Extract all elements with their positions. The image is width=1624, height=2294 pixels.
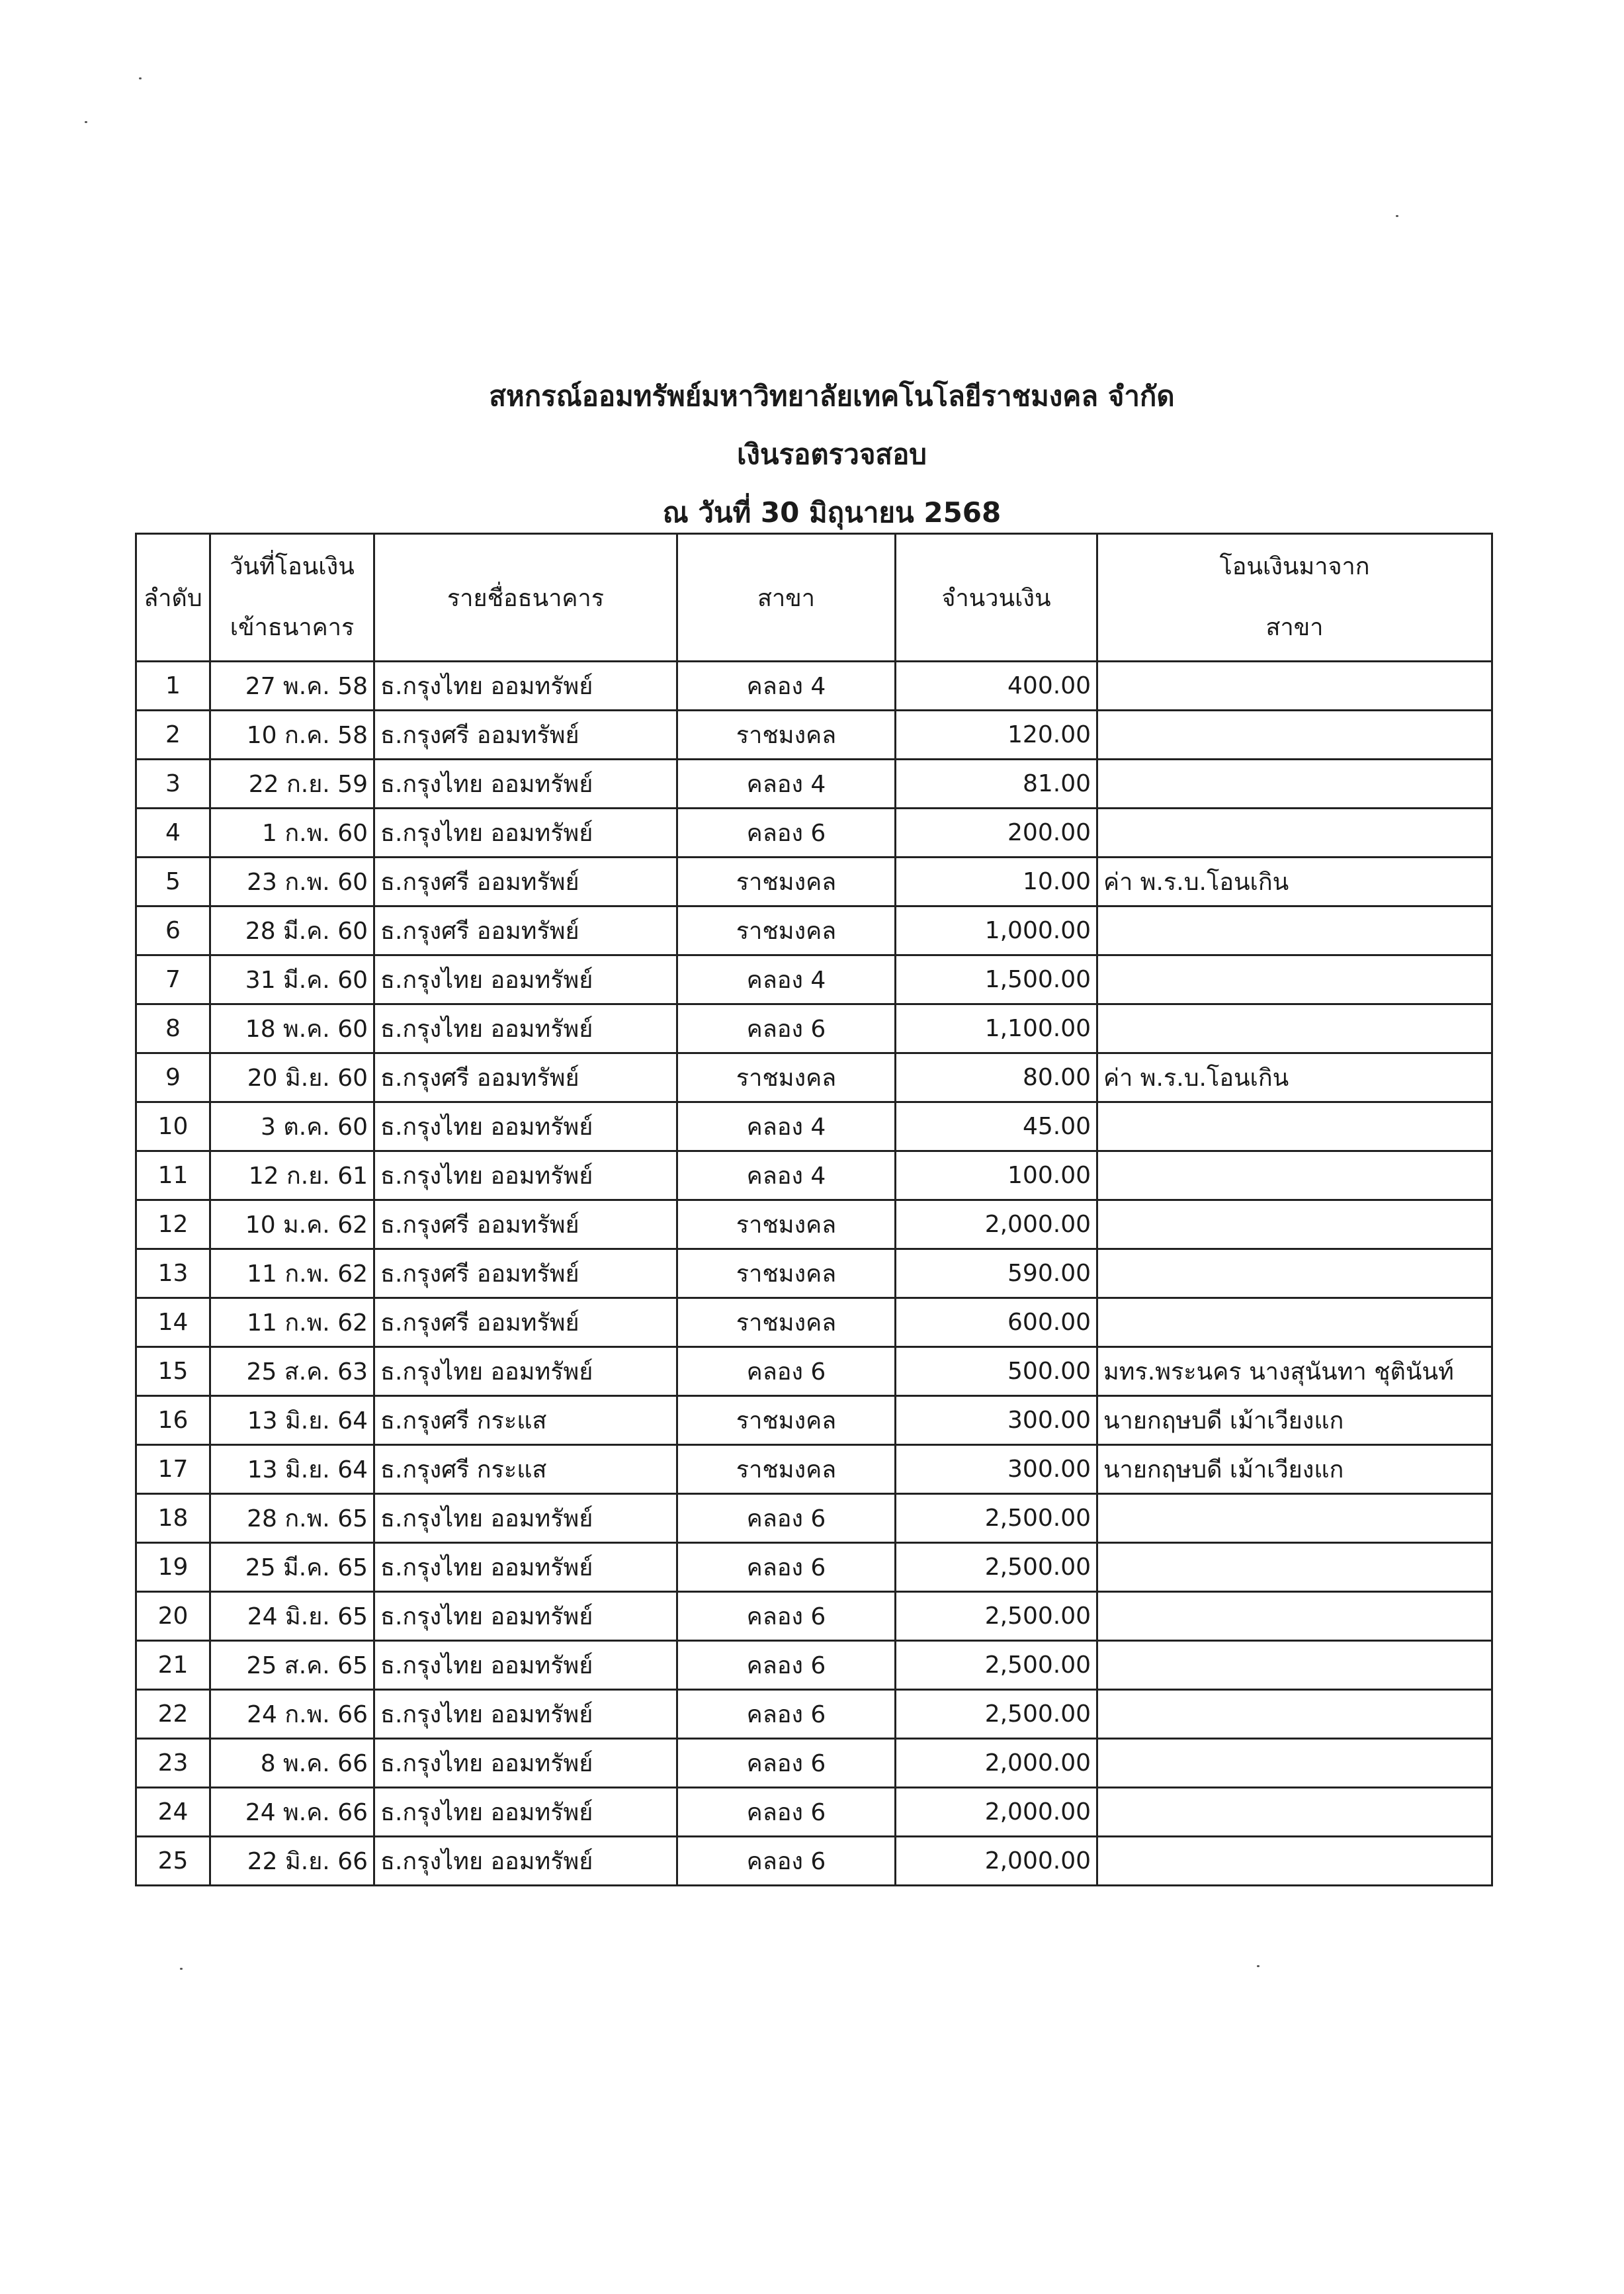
table-row xyxy=(136,1739,1492,1788)
cell-from: มทร.พระนคร นางสุนันทา ชุตินันท์ xyxy=(1097,1347,1492,1396)
cell-amount: 1,500.00 xyxy=(896,955,1097,1004)
cell-no: 22 xyxy=(136,1690,210,1739)
header-from xyxy=(1097,534,1492,662)
cell-no: 4 xyxy=(136,809,210,858)
cell-branch: คลอง 6 xyxy=(677,1543,896,1592)
cell-no: 21 xyxy=(136,1641,210,1690)
cell-no: 14 xyxy=(136,1298,210,1347)
cell-bank: ธ.กรุงศรี ออมทรัพย์ xyxy=(374,1249,677,1298)
cell-amount: 600.00 xyxy=(896,1298,1097,1347)
cell-bank: ธ.กรุงศรี ออมทรัพย์ xyxy=(374,1053,677,1102)
table-row xyxy=(136,906,1492,955)
cell-branch: คลอง 6 xyxy=(677,1739,896,1788)
table-row xyxy=(136,1151,1492,1200)
cell-bank: ธ.กรุงไทย ออมทรัพย์ xyxy=(374,955,677,1004)
cell-no: 9 xyxy=(136,1053,210,1102)
cell-amount: 120.00 xyxy=(896,711,1097,760)
cell-bank: ธ.กรุงไทย ออมทรัพย์ xyxy=(374,760,677,809)
cell-amount: 1,000.00 xyxy=(896,906,1097,955)
table-row xyxy=(136,1445,1492,1494)
cell-branch: คลอง 4 xyxy=(677,662,896,711)
cell-from xyxy=(1097,711,1492,760)
cell-from xyxy=(1097,1837,1492,1886)
header-date-line1: วันที่โอนเงิน xyxy=(230,553,355,580)
cell-amount: 2,000.00 xyxy=(896,1837,1097,1886)
table-row xyxy=(136,1543,1492,1592)
table-body xyxy=(136,662,1492,1886)
cell-from: นายกฤษบดี เม้าเวียงแก xyxy=(1097,1396,1492,1445)
table-row xyxy=(136,662,1492,711)
cell-date: 10 ม.ค. 62 xyxy=(210,1200,374,1249)
table-row xyxy=(136,1347,1492,1396)
cell-from xyxy=(1097,1690,1492,1739)
table-row xyxy=(136,1788,1492,1837)
cell-date: 8 พ.ค. 66 xyxy=(210,1739,374,1788)
cell-amount: 400.00 xyxy=(896,662,1097,711)
cell-date: 11 ก.พ. 62 xyxy=(210,1249,374,1298)
cell-from: ค่า พ.ร.บ.โอนเกิน xyxy=(1097,1053,1492,1102)
cell-from: ค่า พ.ร.บ.โอนเกิน xyxy=(1097,858,1492,906)
cell-branch: ราชมงคล xyxy=(677,1445,896,1494)
cell-branch: คลอง 6 xyxy=(677,1837,896,1886)
table-row xyxy=(136,1837,1492,1886)
cell-bank: ธ.กรุงไทย ออมทรัพย์ xyxy=(374,1004,677,1053)
table-row xyxy=(136,1641,1492,1690)
cell-bank: ธ.กรุงศรี ออมทรัพย์ xyxy=(374,1298,677,1347)
cell-bank: ธ.กรุงไทย ออมทรัพย์ xyxy=(374,1739,677,1788)
cell-no: 19 xyxy=(136,1543,210,1592)
cell-no: 23 xyxy=(136,1739,210,1788)
cell-date: 22 ก.ย. 59 xyxy=(210,760,374,809)
scan-speck xyxy=(85,121,87,123)
scan-speck xyxy=(1396,215,1398,217)
cell-bank: ธ.กรุงไทย ออมทรัพย์ xyxy=(374,1690,677,1739)
header-from-line1: โอนเงินมาจาก xyxy=(1219,553,1370,580)
cell-branch: คลอง 6 xyxy=(677,1690,896,1739)
cell-date: 1 ก.พ. 60 xyxy=(210,809,374,858)
cell-branch: ราชมงคล xyxy=(677,1396,896,1445)
document-header xyxy=(0,367,1624,542)
cell-bank: ธ.กรุงไทย ออมทรัพย์ xyxy=(374,1788,677,1837)
cell-branch: คลอง 6 xyxy=(677,1494,896,1543)
cell-no: 8 xyxy=(136,1004,210,1053)
cell-branch: คลอง 6 xyxy=(677,1788,896,1837)
cell-bank: ธ.กรุงศรี ออมทรัพย์ xyxy=(374,906,677,955)
cell-bank: ธ.กรุงศรี กระแส xyxy=(374,1396,677,1445)
cell-amount: 45.00 xyxy=(896,1102,1097,1151)
cell-bank: ธ.กรุงไทย ออมทรัพย์ xyxy=(374,1151,677,1200)
cell-amount: 100.00 xyxy=(896,1151,1097,1200)
cell-from xyxy=(1097,1641,1492,1690)
cell-from xyxy=(1097,1298,1492,1347)
table-row xyxy=(136,1249,1492,1298)
cell-amount: 300.00 xyxy=(896,1396,1097,1445)
cell-branch: คลอง 6 xyxy=(677,1347,896,1396)
cell-from xyxy=(1097,955,1492,1004)
cell-amount: 2,000.00 xyxy=(896,1739,1097,1788)
cell-from xyxy=(1097,1543,1492,1592)
cell-branch: ราชมงคล xyxy=(677,1053,896,1102)
cell-amount: 300.00 xyxy=(896,1445,1097,1494)
cell-branch: คลอง 6 xyxy=(677,1004,896,1053)
cell-no: 16 xyxy=(136,1396,210,1445)
cell-date: 11 ก.พ. 62 xyxy=(210,1298,374,1347)
cell-no: 1 xyxy=(136,662,210,711)
header-branch: สาขา xyxy=(677,534,896,662)
table-row xyxy=(136,1690,1492,1739)
cell-no: 5 xyxy=(136,858,210,906)
table-row xyxy=(136,760,1492,809)
cell-from xyxy=(1097,1494,1492,1543)
cell-date: 24 ก.พ. 66 xyxy=(210,1690,374,1739)
cell-from xyxy=(1097,1004,1492,1053)
cell-date: 24 พ.ค. 66 xyxy=(210,1788,374,1837)
cell-date: 12 ก.ย. 61 xyxy=(210,1151,374,1200)
cell-branch: คลอง 6 xyxy=(677,1641,896,1690)
cell-amount: 2,500.00 xyxy=(896,1494,1097,1543)
cell-date: 25 มี.ค. 65 xyxy=(210,1543,374,1592)
cell-date: 23 ก.พ. 60 xyxy=(210,858,374,906)
cell-from xyxy=(1097,1739,1492,1788)
cell-amount: 10.00 xyxy=(896,858,1097,906)
cell-branch: ราชมงคล xyxy=(677,1298,896,1347)
cell-bank: ธ.กรุงศรี ออมทรัพย์ xyxy=(374,1200,677,1249)
table-row xyxy=(136,1494,1492,1543)
cell-bank: ธ.กรุงศรี ออมทรัพย์ xyxy=(374,711,677,760)
pending-funds-table xyxy=(135,533,1493,1886)
table-row xyxy=(136,711,1492,760)
cell-branch: คลอง 4 xyxy=(677,1151,896,1200)
cell-bank: ธ.กรุงศรี ออมทรัพย์ xyxy=(374,858,677,906)
header-from-line2: สาขา xyxy=(1265,614,1324,641)
cell-no: 18 xyxy=(136,1494,210,1543)
table-row xyxy=(136,1396,1492,1445)
cell-bank: ธ.กรุงไทย ออมทรัพย์ xyxy=(374,1837,677,1886)
table-row xyxy=(136,858,1492,906)
header-no: ลำดับ xyxy=(136,534,210,662)
cell-no: 12 xyxy=(136,1200,210,1249)
cell-bank: ธ.กรุงไทย ออมทรัพย์ xyxy=(374,1494,677,1543)
cell-no: 20 xyxy=(136,1592,210,1641)
table-row xyxy=(136,1004,1492,1053)
cell-amount: 200.00 xyxy=(896,809,1097,858)
cell-bank: ธ.กรุงไทย ออมทรัพย์ xyxy=(374,809,677,858)
cell-amount: 500.00 xyxy=(896,1347,1097,1396)
cell-branch: ราชมงคล xyxy=(677,1200,896,1249)
cell-no: 10 xyxy=(136,1102,210,1151)
cell-date: 22 มิ.ย. 66 xyxy=(210,1837,374,1886)
cell-from xyxy=(1097,1249,1492,1298)
cell-date: 13 มิ.ย. 64 xyxy=(210,1445,374,1494)
header-bank: รายชื่อธนาคาร xyxy=(374,534,677,662)
cell-from: นายกฤษบดี เม้าเวียงแก xyxy=(1097,1445,1492,1494)
cell-branch: ราชมงคล xyxy=(677,858,896,906)
cell-amount: 2,000.00 xyxy=(896,1200,1097,1249)
cell-no: 17 xyxy=(136,1445,210,1494)
cell-date: 18 พ.ค. 60 xyxy=(210,1004,374,1053)
cell-no: 24 xyxy=(136,1788,210,1837)
cell-bank: ธ.กรุงไทย ออมทรัพย์ xyxy=(374,662,677,711)
cell-date: 31 มี.ค. 60 xyxy=(210,955,374,1004)
cell-no: 11 xyxy=(136,1151,210,1200)
cell-date: 24 มิ.ย. 65 xyxy=(210,1592,374,1641)
cell-branch: คลอง 4 xyxy=(677,1102,896,1151)
cell-bank: ธ.กรุงไทย ออมทรัพย์ xyxy=(374,1543,677,1592)
document-date: ณ วันที่ 30 มิถุนายน 2568 xyxy=(662,496,1002,529)
cell-branch: คลอง 4 xyxy=(677,955,896,1004)
cell-bank: ธ.กรุงไทย ออมทรัพย์ xyxy=(374,1102,677,1151)
cell-bank: ธ.กรุงไทย ออมทรัพย์ xyxy=(374,1347,677,1396)
cell-no: 25 xyxy=(136,1837,210,1886)
table-row xyxy=(136,1592,1492,1641)
table-row xyxy=(136,1200,1492,1249)
cell-amount: 81.00 xyxy=(896,760,1097,809)
cell-branch: คลอง 6 xyxy=(677,1592,896,1641)
cell-branch: คลอง 4 xyxy=(677,760,896,809)
cell-branch: ราชมงคล xyxy=(677,711,896,760)
cell-no: 3 xyxy=(136,760,210,809)
cell-branch: ราชมงคล xyxy=(677,906,896,955)
cell-no: 13 xyxy=(136,1249,210,1298)
cell-bank: ธ.กรุงไทย ออมทรัพย์ xyxy=(374,1592,677,1641)
cell-date: 10 ก.ค. 58 xyxy=(210,711,374,760)
scan-speck xyxy=(180,1968,183,1970)
cell-no: 2 xyxy=(136,711,210,760)
cell-date: 27 พ.ค. 58 xyxy=(210,662,374,711)
table-header-row xyxy=(136,534,1492,662)
cell-date: 3 ต.ค. 60 xyxy=(210,1102,374,1151)
cell-from xyxy=(1097,760,1492,809)
header-date xyxy=(210,534,374,662)
scan-speck xyxy=(139,77,142,79)
cell-date: 20 มิ.ย. 60 xyxy=(210,1053,374,1102)
table-row xyxy=(136,1102,1492,1151)
cell-amount: 80.00 xyxy=(896,1053,1097,1102)
header-amount: จำนวนเงิน xyxy=(896,534,1097,662)
cell-amount: 2,500.00 xyxy=(896,1690,1097,1739)
cell-from xyxy=(1097,1200,1492,1249)
table-row xyxy=(136,1298,1492,1347)
document-title: สหกรณ์ออมทรัพย์มหาวิทยาลัยเทคโนโลยีราชมงคล จำกัด xyxy=(489,380,1175,412)
cell-from xyxy=(1097,809,1492,858)
cell-branch: ราชมงคล xyxy=(677,1249,896,1298)
table-row xyxy=(136,809,1492,858)
cell-from xyxy=(1097,1151,1492,1200)
cell-date: 13 มิ.ย. 64 xyxy=(210,1396,374,1445)
cell-amount: 590.00 xyxy=(896,1249,1097,1298)
cell-amount: 2,500.00 xyxy=(896,1592,1097,1641)
cell-date: 28 ก.พ. 65 xyxy=(210,1494,374,1543)
cell-bank: ธ.กรุงไทย ออมทรัพย์ xyxy=(374,1641,677,1690)
cell-from xyxy=(1097,906,1492,955)
cell-date: 25 ส.ค. 65 xyxy=(210,1641,374,1690)
cell-amount: 1,100.00 xyxy=(896,1004,1097,1053)
cell-from xyxy=(1097,1592,1492,1641)
table-row xyxy=(136,955,1492,1004)
cell-no: 15 xyxy=(136,1347,210,1396)
cell-branch: คลอง 6 xyxy=(677,809,896,858)
cell-from xyxy=(1097,1102,1492,1151)
cell-amount: 2,500.00 xyxy=(896,1543,1097,1592)
scan-speck xyxy=(1257,1965,1260,1967)
cell-amount: 2,000.00 xyxy=(896,1788,1097,1837)
cell-date: 25 ส.ค. 63 xyxy=(210,1347,374,1396)
table-row xyxy=(136,1053,1492,1102)
cell-no: 7 xyxy=(136,955,210,1004)
header-date-line2: เข้าธนาคาร xyxy=(230,614,355,641)
cell-from xyxy=(1097,1788,1492,1837)
cell-amount: 2,500.00 xyxy=(896,1641,1097,1690)
cell-date: 28 มี.ค. 60 xyxy=(210,906,374,955)
cell-bank: ธ.กรุงศรี กระแส xyxy=(374,1445,677,1494)
cell-from xyxy=(1097,662,1492,711)
document-subtitle: เงินรอตรวจสอบ xyxy=(737,438,927,470)
cell-no: 6 xyxy=(136,906,210,955)
